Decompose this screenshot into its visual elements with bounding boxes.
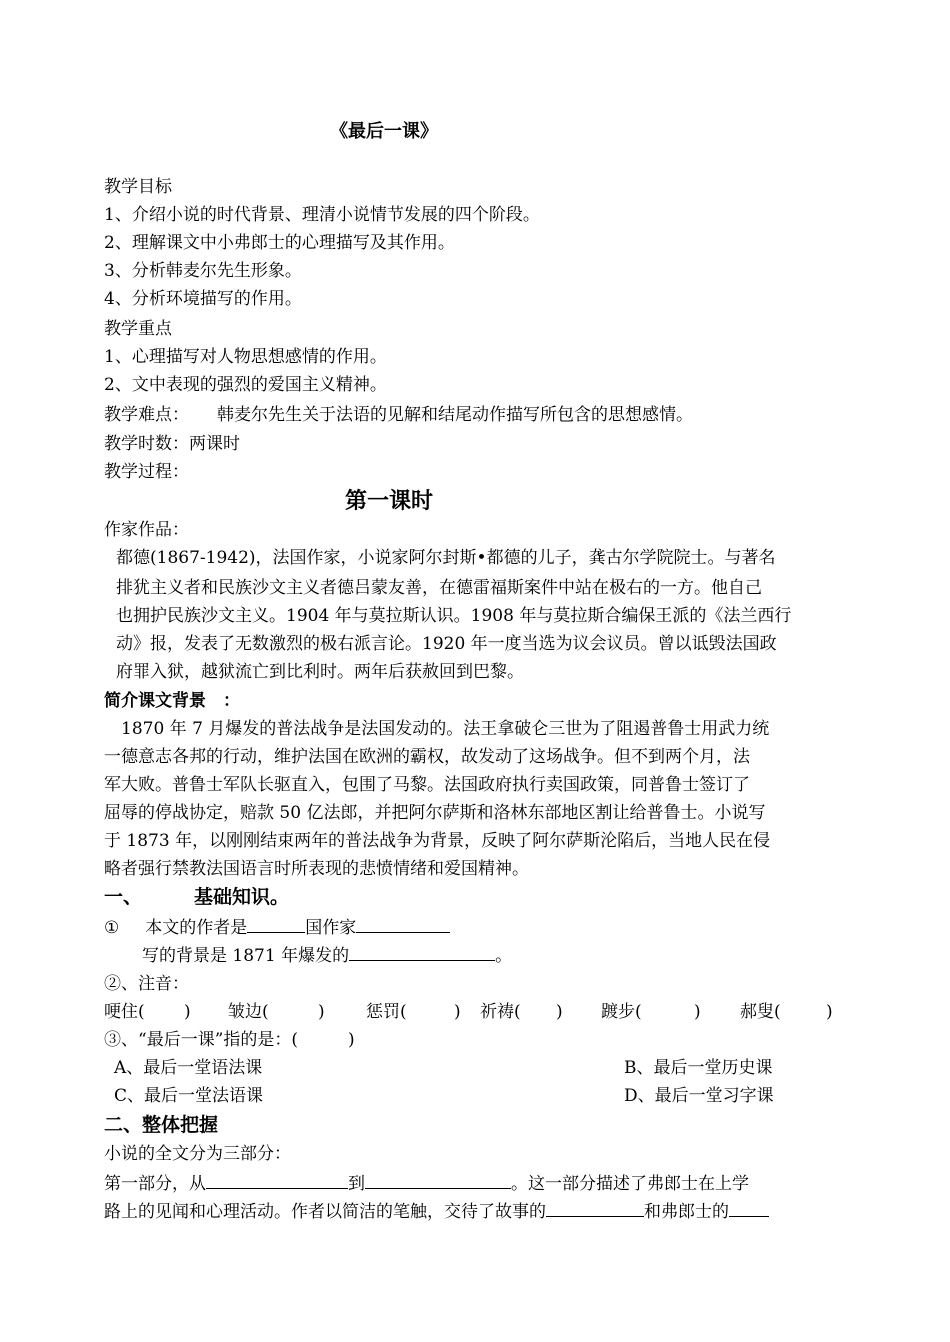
key-points-heading: 教学重点: [104, 319, 172, 339]
option-d[interactable]: D、最后一堂习字课: [624, 1086, 774, 1106]
goal-item: 2、理解课文中小弗郎士的心理描写及其作用。: [104, 233, 455, 253]
pinyin-item: 踱步(: [601, 1002, 642, 1022]
question-1-text: 写的背景是 1871 年爆发的: [142, 946, 350, 966]
question-2-label: ②、注音：: [104, 974, 189, 994]
key-point-item: 2、文中表现的强烈的爱国主义精神。: [104, 375, 387, 395]
author-paragraph-line: 府罪入狱，越狱流亡到比利时。两年后获赦回到巴黎。: [116, 662, 524, 682]
difficulty-line: [104, 403, 693, 429]
part-1-text: 。这一部分描述了弗郎士在上学: [511, 1174, 749, 1194]
section-2-heading: 二、整体把握: [104, 1114, 219, 1136]
pinyin-item: 皱边(: [228, 1002, 269, 1022]
lesson-title: 第一课时: [345, 488, 434, 514]
goals-heading: 教学目标: [104, 177, 172, 197]
author-paragraph-line: 都德(1867-1942)，法国作家，小说家阿尔封斯•都德的儿子，龚古尔学院院士。与著名: [116, 548, 776, 568]
pinyin-item: 惩罚(: [366, 1002, 407, 1022]
teaching-hours: 教学时数：两课时: [104, 434, 240, 454]
author-heading: 作家作品：: [104, 520, 189, 540]
pinyin-close-paren: ): [454, 1002, 461, 1022]
question-3-text: ③、“最后一课”指的是：(: [104, 1030, 299, 1050]
part-1-text: 路上的见闻和心理活动。作者以简洁的笔触，交待了故事的: [104, 1202, 546, 1222]
background-paragraph-line: 军大败。普鲁士军队长驱直入，包围了马黎。法国政府执行卖国政策，同普鲁士签订了: [104, 775, 750, 795]
teaching-process: 教学过程：: [104, 462, 189, 482]
question-3-close: ): [348, 1030, 355, 1050]
answer-blank[interactable]: [206, 1170, 348, 1189]
goal-item: 1、介绍小说的时代背景、理清小说情节发展的四个阶段。: [104, 205, 540, 225]
background-paragraph-line: 1870 年 7 月爆发的普法战争是法国发动的。法王拿破仑三世为了阻遏普鲁士用武力统: [104, 719, 770, 739]
section-2-intro: 小说的全文分为三部分：: [104, 1144, 291, 1164]
author-paragraph-line: 排犹主义者和民族沙文主义者德吕蒙友善，在德雷福斯案件中站在极右的一方。他自己: [116, 578, 762, 598]
background-paragraph-line: 略者强行禁教法国语言时所表现的悲愤情绪和爱国精神。: [104, 859, 529, 879]
answer-blank[interactable]: [546, 1198, 644, 1217]
pinyin-close-paren: ): [556, 1002, 563, 1022]
author-paragraph-line: 动》报，发表了无数激烈的极右派言论。1920 年一度当选为议会议员。曾以诋毁法国政: [116, 634, 777, 654]
page-title: 《最后一课》: [330, 121, 438, 142]
pinyin-item: 郝叟(: [740, 1002, 781, 1022]
pinyin-close-paren: ): [826, 1002, 833, 1022]
section-1-number: 一、: [104, 886, 143, 908]
pinyin-item: 哽住(: [104, 1002, 145, 1022]
background-paragraph-line: 一德意志各邦的行动，维护法国在欧洲的霸权，故发动了这场战争。但不到两个月，法: [104, 747, 750, 767]
question-1-text: 国作家: [305, 918, 357, 938]
answer-blank[interactable]: [349, 942, 495, 961]
answer-blank[interactable]: [365, 1170, 511, 1189]
goal-item: 3、分析韩麦尔先生形象。: [104, 261, 302, 281]
pinyin-close-paren: ): [184, 1002, 191, 1022]
part-1-text: 到: [348, 1174, 365, 1194]
background-paragraph-line: 屈辱的停战协定，赔款 50 亿法郎，并把阿尔萨斯和洛林东部地区割让给普鲁士。小说写: [104, 803, 766, 823]
option-a[interactable]: A、最后一堂语法课: [114, 1058, 263, 1078]
question-3: [104, 1028, 355, 1054]
difficulty-label: 教学难点：: [104, 405, 189, 425]
key-point-item: 1、心理描写对人物思想感情的作用。: [104, 347, 387, 367]
option-c[interactable]: C、最后一堂法语课: [114, 1086, 264, 1106]
section-1-heading: [104, 885, 289, 911]
answer-blank[interactable]: [729, 1198, 769, 1217]
section-1-title: 基础知识。: [194, 886, 290, 908]
background-paragraph-line: 于 1873 年，以刚刚结束两年的普法战争为背景，反映了阿尔萨斯沦陷后，当地人民在侵: [104, 831, 771, 851]
part-1-line-1: [104, 1170, 749, 1196]
part-1-line-2: [104, 1198, 769, 1224]
answer-blank[interactable]: [247, 914, 305, 933]
pinyin-row: [104, 1000, 848, 1026]
option-b[interactable]: B、最后一堂历史课: [624, 1058, 773, 1078]
question-1-text: 本文的作者是: [145, 918, 248, 938]
question-1-line-2: [142, 942, 512, 968]
author-paragraph-line: 也拥护民族沙文主义。1904 年与莫拉斯认识。1908 年与莫拉斯合编保王派的《法兰西行: [116, 606, 792, 626]
pinyin-item: 祈祷(: [480, 1002, 521, 1022]
pinyin-close-paren: ): [318, 1002, 325, 1022]
background-heading: 简介课文背景 ：: [104, 691, 240, 711]
answer-blank[interactable]: [356, 914, 450, 933]
pinyin-close-paren: ): [694, 1002, 701, 1022]
difficulty-text: 韩麦尔先生关于法语的见解和结尾动作描写所包含的思想感情。: [217, 405, 693, 425]
question-1-text: 。: [495, 946, 513, 966]
question-1-line-1: [104, 914, 450, 940]
question-1-marker: ①: [104, 918, 120, 938]
part-1-text: 第一部分，从: [104, 1174, 206, 1194]
goal-item: 4、分析环境描写的作用。: [104, 289, 302, 309]
part-1-text: 和弗郎士的: [644, 1202, 729, 1222]
